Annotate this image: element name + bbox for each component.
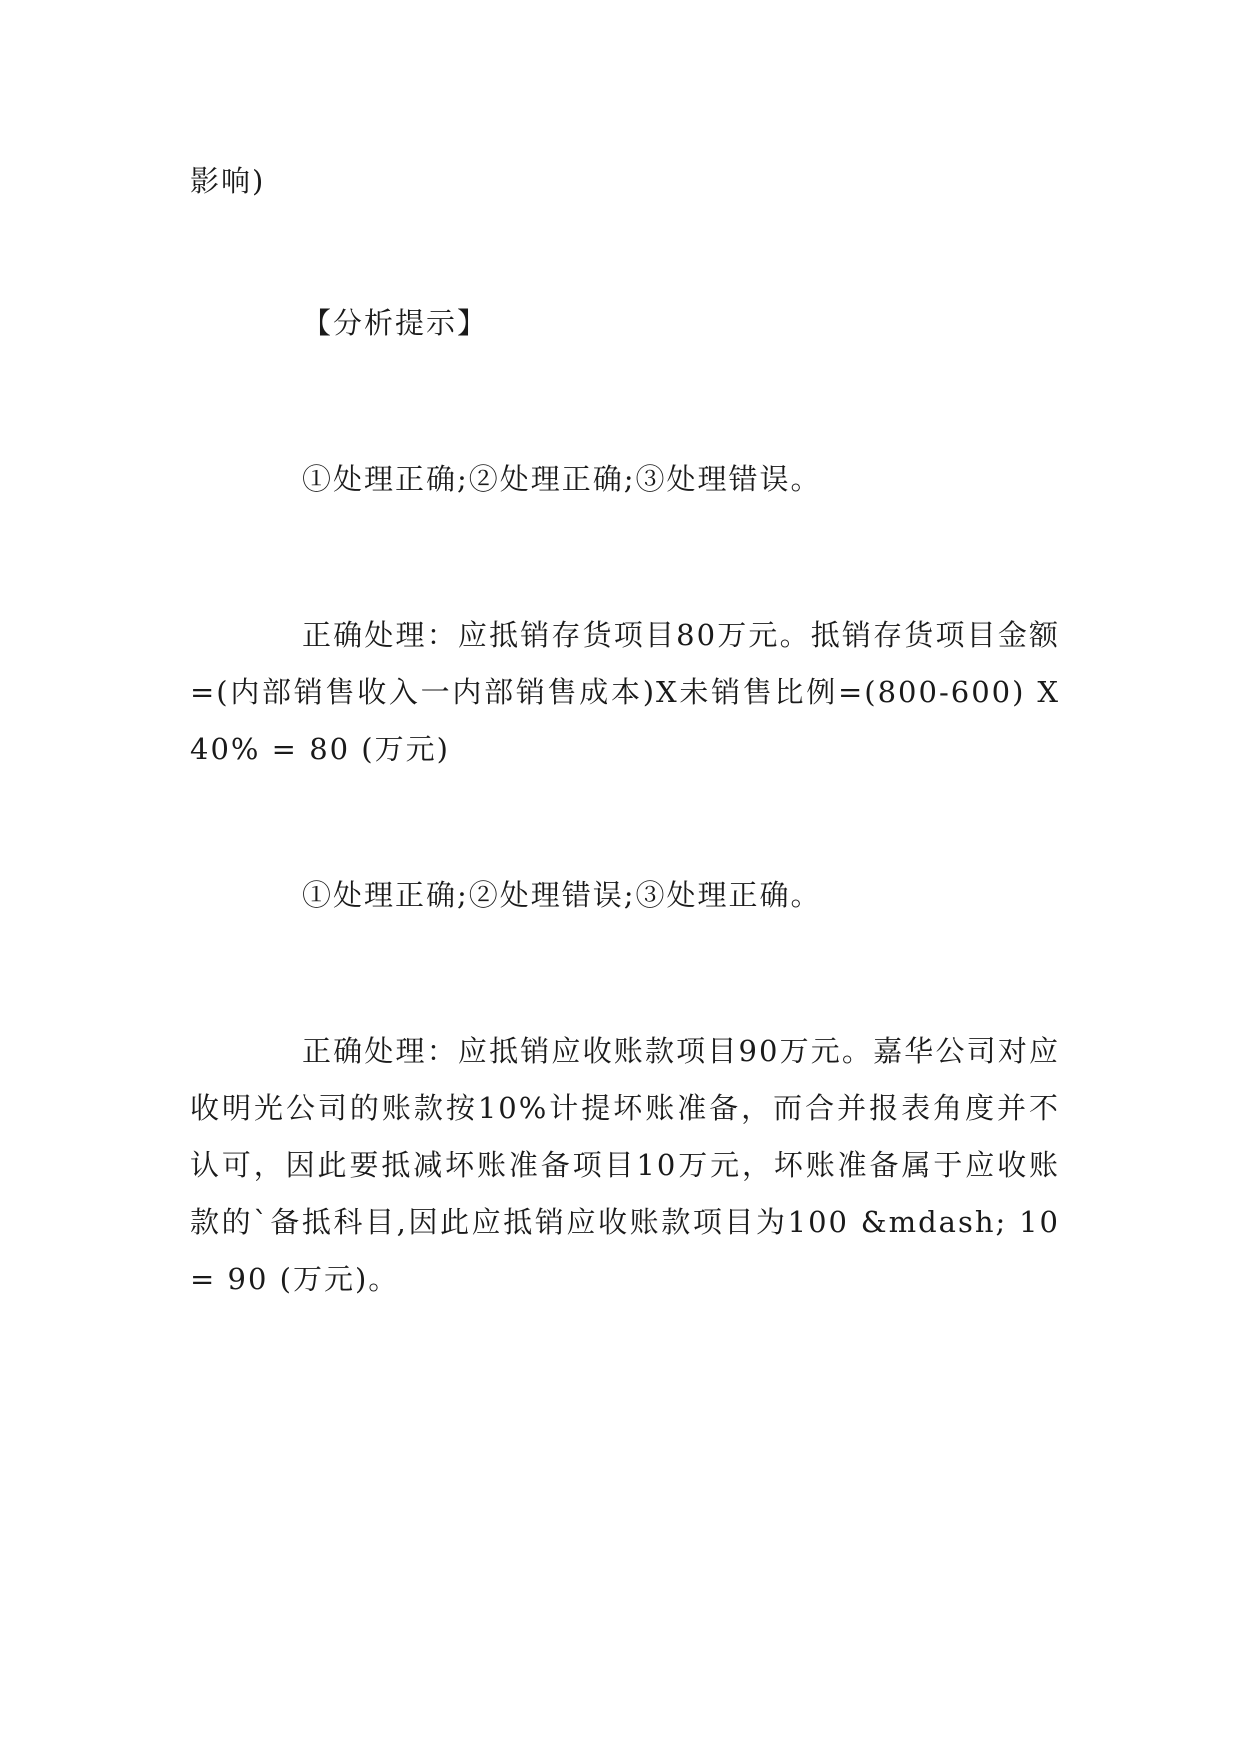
paragraph-judgment-2: ①处理正确;②处理错误;③处理正确。	[302, 878, 822, 912]
paragraph-judgment-1: ①处理正确;②处理正确;③处理错误。	[302, 462, 822, 496]
paragraph-analysis-heading: 【分析提示】	[302, 306, 489, 340]
paragraph-continuation: 影响)	[190, 164, 266, 198]
paragraph-correct-handling-2: 正确处理：应抵销应收账款项目90万元。嘉华公司对应收明光公司的账款按10%计提坏账准备，而合并报表角度并不认可，因此要抵减坏账准备项目10万元，坏账准备属于应收账款的`备抵科目,因此应抵销应收账款项目为100 &mdash; 10 = 90 (万元)。	[190, 1034, 1060, 1296]
paragraph-correct-handling-1: 正确处理：应抵销存货项目80万元。抵销存货项目金额=(内部销售收入一内部销售成本)X未销售比例=(800-600) X40% = 80 (万元)	[190, 618, 1060, 766]
